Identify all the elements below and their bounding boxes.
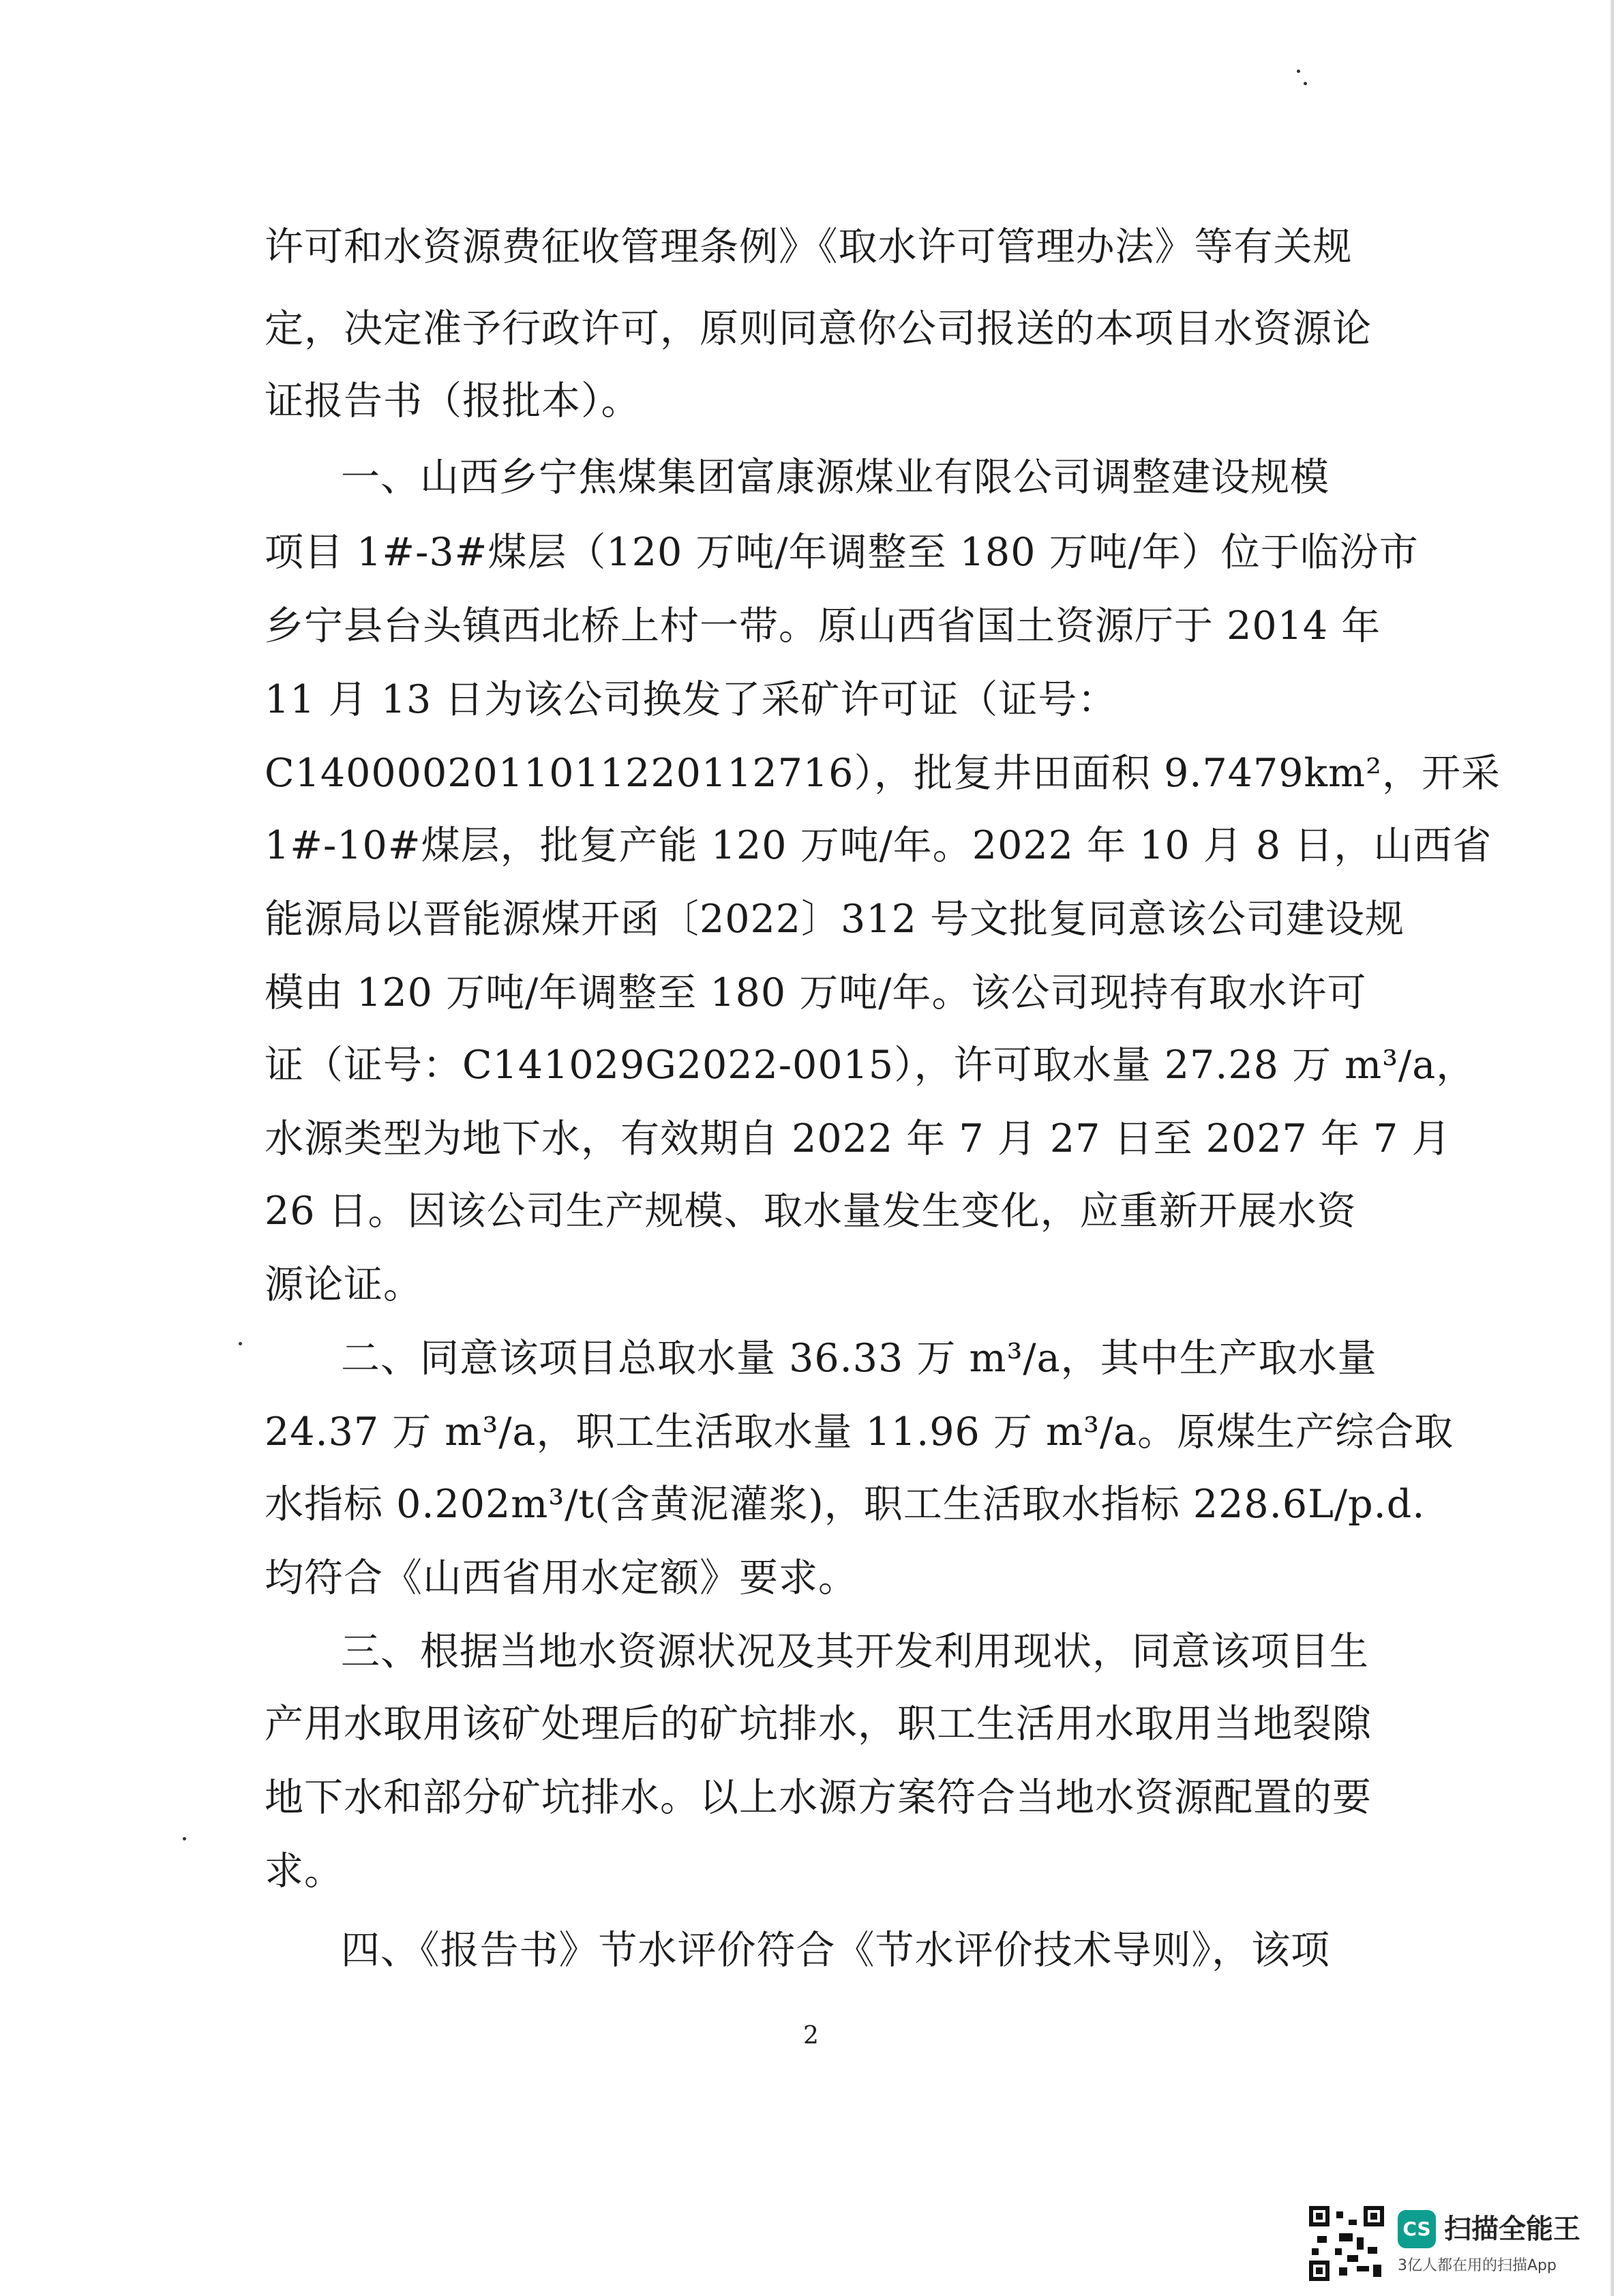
text-line-2: 定，决定准予行政许可，原则同意你公司报送的本项目水资源论 (265, 306, 1372, 351)
text-line-19: 均符合《山西省用水定额》要求。 (265, 1555, 858, 1600)
watermark-subtitle: 3亿人都在用的扫描App (1398, 2257, 1557, 2274)
text-line-8: C1400002011011220112716），批复井田面积 9.7479km²，开采 (265, 751, 1501, 796)
scan-speck (1304, 82, 1307, 85)
text-line-15: 源论证。 (265, 1262, 423, 1307)
text-line-22: 地下水和部分矿坑排水。以上水源方案符合当地水资源配置的要 (265, 1775, 1372, 1820)
page-number: 2 (803, 2022, 819, 2050)
scan-speck (1297, 70, 1300, 73)
text-line-20: 三、根据当地水资源状况及其开发利用现状，同意该项目生 (341, 1629, 1369, 1674)
scan-speck (183, 1837, 186, 1840)
text-line-21: 产用水取用该矿处理后的矿坑排水，职工生活用水取用当地裂隙 (265, 1701, 1372, 1746)
watermark-title: 扫描全能王 (1444, 2213, 1580, 2245)
text-line-18: 水指标 0.202m³/t(含黄泥灌浆)，职工生活取水指标 228.6L/p.d. (265, 1482, 1426, 1527)
text-line-16: 二、同意该项目总取水量 36.33 万 m³/a，其中生产取水量 (341, 1336, 1377, 1381)
camscanner-logo: CS (1398, 2210, 1436, 2248)
text-line-3: 证报告书（报批本）。 (265, 378, 641, 423)
text-line-11: 模由 120 万吨/年调整至 180 万吨/年。该公司现持有取水许可 (265, 970, 1367, 1015)
text-line-23: 求。 (265, 1849, 344, 1894)
text-line-10: 能源局以晋能源煤开函〔2022〕312 号文批复同意该公司建设规 (265, 897, 1405, 942)
text-line-7: 11 月 13 日为该公司换发了采矿许可证（证号： (265, 677, 1117, 722)
text-line-1: 许可和水资源费征收管理条例》《取水许可管理办法》等有关规 (265, 224, 1353, 269)
text-line-12: 证（证号：C141029G2022-0015），许可取水量 27.28 万 m³/a， (265, 1043, 1476, 1088)
qr-code-icon (1309, 2206, 1384, 2281)
text-line-5: 项目 1#-3#煤层（120 万吨/年调整至 180 万吨/年）位于临汾市 (265, 530, 1419, 575)
text-line-9: 1#-10#煤层，批复产能 120 万吨/年。2022 年 10 月 8 日，山西省 (265, 823, 1492, 868)
text-line-13: 水源类型为地下水，有效期自 2022 年 7 月 27 日至 2027 年 7 月 (265, 1116, 1452, 1161)
text-line-17: 24.37 万 m³/a，职工生活取水量 11.96 万 m³/a。原煤生产综合取 (265, 1410, 1454, 1455)
scanner-watermark (1309, 2206, 1602, 2288)
page-edge-shadow (1610, 0, 1614, 2296)
text-line-24: 四、《报告书》节水评价符合《节水评价技术导则》，该项 (341, 1928, 1330, 1973)
scan-speck (239, 1342, 242, 1345)
text-line-4: 一、山西乡宁焦煤集团富康源煤业有限公司调整建设规模 (341, 455, 1330, 500)
text-line-14: 26 日。因该公司生产规模、取水量发生变化，应重新开展水资 (265, 1189, 1357, 1234)
text-line-6: 乡宁县台头镇西北桥上村一带。原山西省国土资源厅于 2014 年 (265, 603, 1381, 648)
